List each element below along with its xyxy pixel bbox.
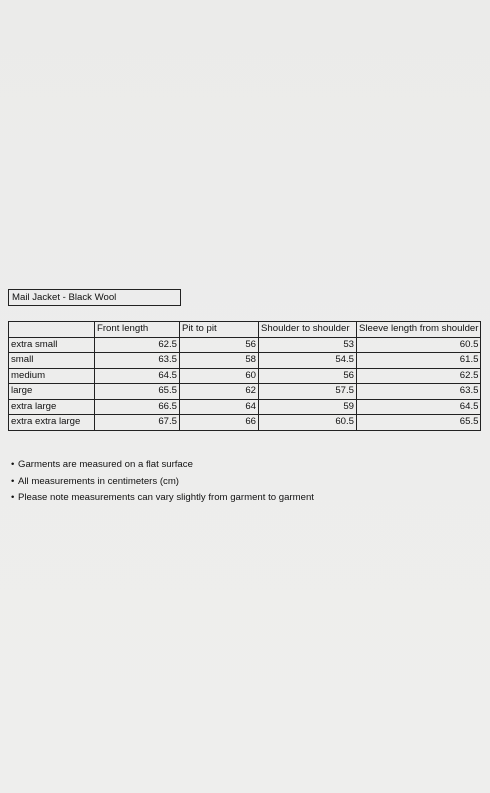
size-label: extra small: [9, 337, 95, 353]
sleeve-length-value: 65.5: [357, 415, 481, 431]
front-length-value: 67.5: [95, 415, 180, 431]
size-label: small: [9, 353, 95, 369]
note-item: [11, 475, 314, 492]
product-title: Mail Jacket - Black Wool: [8, 289, 181, 306]
sleeve-length-value: 62.5: [357, 368, 481, 384]
column-header-pit-to-pit: Pit to pit: [180, 322, 259, 338]
front-length-value: 66.5: [95, 399, 180, 415]
pit-to-pit-value: 60: [180, 368, 259, 384]
size-label: extra extra large: [9, 415, 95, 431]
table-row: [9, 353, 481, 369]
shoulder-to-shoulder-value: 53: [259, 337, 357, 353]
shoulder-to-shoulder-value: 56: [259, 368, 357, 384]
pit-to-pit-value: 66: [180, 415, 259, 431]
shoulder-to-shoulder-value: 60.5: [259, 415, 357, 431]
table-row: [9, 399, 481, 415]
table-row: [9, 384, 481, 400]
pit-to-pit-value: 62: [180, 384, 259, 400]
size-chart-table: [8, 321, 481, 431]
front-length-value: 65.5: [95, 384, 180, 400]
note-text: Garments are measured on a flat surface: [18, 459, 193, 470]
sleeve-length-value: 60.5: [357, 337, 481, 353]
table-row: [9, 415, 481, 431]
measurement-notes: [11, 458, 314, 508]
note-item: [11, 458, 314, 475]
bullet: •: [11, 459, 15, 470]
column-header-shoulder-to-shoulder: Shoulder to shoulder: [259, 322, 357, 338]
sleeve-length-value: 64.5: [357, 399, 481, 415]
front-length-value: 62.5: [95, 337, 180, 353]
note-text: All measurements in centimeters (cm): [18, 475, 180, 487]
note-item: [11, 491, 314, 508]
column-header-front-length: Front length: [95, 322, 180, 338]
shoulder-to-shoulder-value: 59: [259, 399, 357, 415]
sleeve-length-value: 63.5: [357, 384, 481, 400]
shoulder-to-shoulder-value: 54.5: [259, 353, 357, 369]
shoulder-to-shoulder-value: 57.5: [259, 384, 357, 400]
front-length-value: 63.5: [95, 353, 180, 369]
sleeve-length-value: 61.5: [357, 353, 481, 369]
pit-to-pit-value: 64: [180, 399, 259, 415]
front-length-value: 64.5: [95, 368, 180, 384]
column-header-size: [9, 322, 95, 338]
bullet: •: [11, 492, 15, 503]
bullet: •: [11, 475, 15, 487]
table-header-row: [9, 322, 481, 338]
size-label: extra large: [9, 399, 95, 415]
size-label: medium: [9, 368, 95, 384]
table-row: [9, 337, 481, 353]
size-label: large: [9, 384, 95, 400]
column-header-sleeve-length: Sleeve length from shoulder: [357, 322, 481, 338]
note-text: Please note measurements can vary slightly from garment to garment: [18, 492, 314, 503]
pit-to-pit-value: 58: [180, 353, 259, 369]
table-row: [9, 368, 481, 384]
pit-to-pit-value: 56: [180, 337, 259, 353]
